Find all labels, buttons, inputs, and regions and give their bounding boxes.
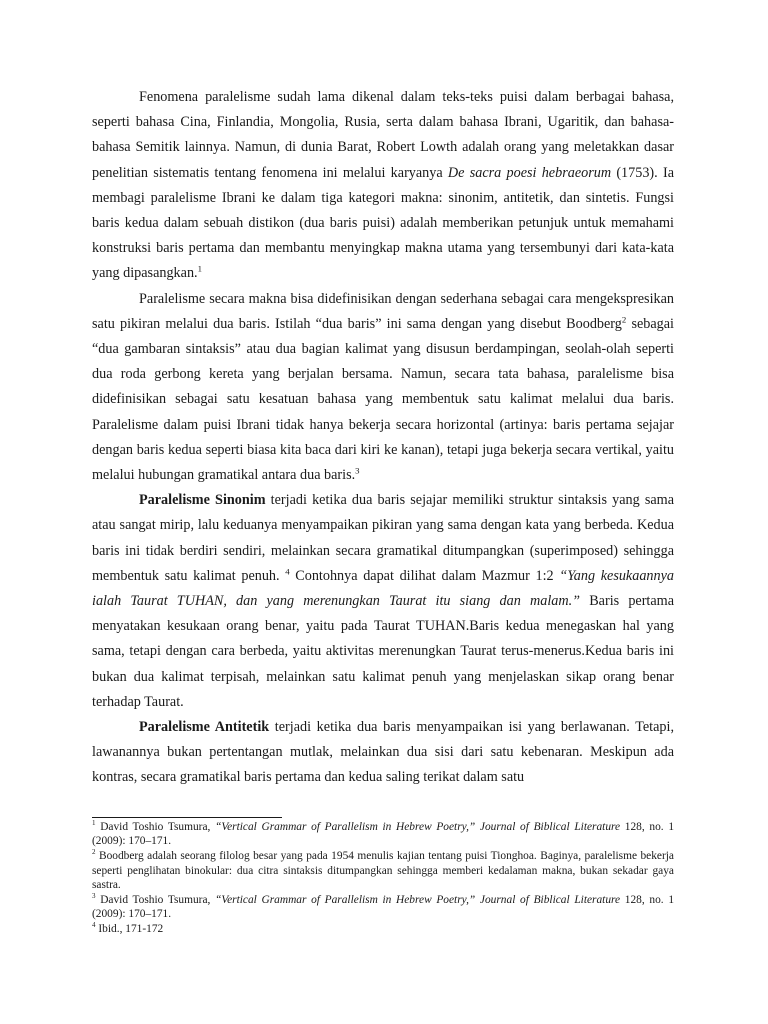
footnote-text: David Toshio Tsumura, (95, 821, 216, 833)
term-synonymous: Paralelisme Sinonim (139, 492, 266, 509)
footnote-number: 2 (92, 848, 96, 857)
paragraph-text: sebagai “dua gambaran sintaksis” atau dua bagian kalimat yang disusun berdampingan, seolah-olah seperti dua roda gerbong kereta yang berjalan bersama. Namun, secara tata bahasa, paralelisme bisa didefinisikan sebagai satu kesatuan bahasa yang membentuk satu kalimat melalui dua baris. Paralelisme dalam puisi Ibrani tidak hanya bekerja secara horizontal (artinya: baris pertama sejajar dengan baris kedua seperti biasa kita baca dari kiri ke kanan), tetapi juga bekerja secara vertikal, yaitu melalui hubungan gramatikal antara dua baris. (92, 315, 674, 484)
paragraph-text: Paralelisme secara makna bisa didefinisikan dengan sederhana sebagai cara mengekspresikan satu pikiran melalui dua baris. Istilah “dua baris” ini sama dengan yang disebut Boodberg (92, 290, 674, 332)
book-title: De sacra poesi hebraeorum (447, 164, 612, 181)
paragraph-text: terjadi ketika dua baris menyampaikan isi yang berlawanan. Tetapi, lawanannya bukan pertentangan mutlak, melainkan dua sisi dari satu kebenaran. Meskipun ada kontras, secara gramatikal baris pertama dan kedua saling terikat dalam satu (92, 719, 674, 786)
footnote-number: 1 (92, 819, 96, 828)
footnote-italic: “Vertical Grammar of Parallelism in Hebrew Poetry,” Journal of Biblical Literature (215, 821, 621, 833)
body-text (92, 85, 674, 791)
footnote-italic: “Vertical Grammar of Parallelism in Hebrew Poetry,” Journal of Biblical Literature (215, 894, 621, 907)
footnote-text: Ibid., 171-172 (95, 923, 164, 936)
paragraph-text: terjadi ketika dua baris sejajar memiliki struktur sintaksis yang sama atau sangat mirip, lalu keduanya menyampaikan pikiran yang sama dengan kata yang berbeda. Kedua baris ini tidak berdiri sendiri, melainkan secara gramatikal ditumpangkan (superimposed) sehingga membentuk satu kalimat penuh. (92, 492, 674, 584)
footnote-text: 128, no. 1 (2009): 170–171. (92, 821, 675, 848)
footnote-number: 3 (92, 892, 96, 901)
footnote-2 (92, 849, 674, 892)
term-antithetic: Paralelisme Antitetik (139, 719, 270, 736)
paragraph-1 (92, 85, 674, 287)
footnote-4 (92, 922, 674, 936)
footnote-1 (92, 820, 674, 848)
paragraph-2 (92, 287, 674, 489)
footnote-ref-4: 4 (285, 566, 290, 577)
footnote-text: Boodberg adalah seorang filolog besar yang pada 1954 menulis kajian tentang puisi Tionghoa. Baginya, paralelisme bekerja seperti penglihatan binokular: dua citra sintaksis ditumpangkan sehingga memberi kedalaman makna, bukan sekadar gaya sastra. (92, 850, 674, 891)
scripture-quote: “Yang kesukaannya ialah Taurat TUHAN, dan yang merenungkan Taurat itu siang dan malam.” (92, 567, 674, 610)
paragraph-text: Fenomena paralelisme sudah lama dikenal dalam teks-teks puisi dalam berbagai bahasa, seperti bahasa Cina, Finlandia, Mongolia, Rusia, serta dalam bahasa Ibrani, Ugaritik, dan bahasa-bahasa Semitik lainnya. Namun, di dunia Barat, Robert Lowth adalah orang yang meletakkan dasar penelitian sistematis tentang fenomena ini melalui karyanya (92, 89, 674, 181)
footnotes (92, 820, 674, 938)
footnote-separator (92, 817, 282, 818)
paragraph-text: Contohnya dapat dilihat dalam Mazmur 1:2 (289, 567, 560, 584)
footnote-text: David Toshio Tsumura, (95, 894, 216, 907)
footnote-ref-2: 2 (621, 314, 627, 325)
footnote-ref-3: 3 (355, 465, 360, 476)
paragraph-text: (1753). Ia membagi paralelisme Ibrani ke dalam tiga kategori makna: sinonim, antitetik, dan sintetis. Fungsi baris kedua dalam sebuah distikon (dua baris puisi) adalah memberikan petunjuk untuk memahami konstruksi baris pertama dan membantu menyingkap makna utama yang tersembunyi dari kata-kata yang dipasangkan. (92, 164, 674, 282)
paragraph-3 (92, 488, 674, 715)
paragraph-text: Baris pertama menyatakan kesukaan orang benar, yaitu pada Taurat TUHAN.Baris kedua menegaskan hal yang sama, tetapi dengan cara berbeda, yaitu aktivitas merenungkan Taurat terus-menerus.Kedua baris ini bukan dua kalimat terpisah, melainkan satu kalimat penuh yang menjelaskan sikap orang benar terhadap Taurat. (92, 593, 675, 710)
footnote-3 (92, 893, 674, 921)
paragraph-4 (92, 715, 674, 791)
footnote-text: 128, no. 1 (2009): 170–171. (92, 894, 675, 921)
footnote-ref-1: 1 (197, 263, 202, 274)
footnote-number: 4 (92, 921, 96, 930)
